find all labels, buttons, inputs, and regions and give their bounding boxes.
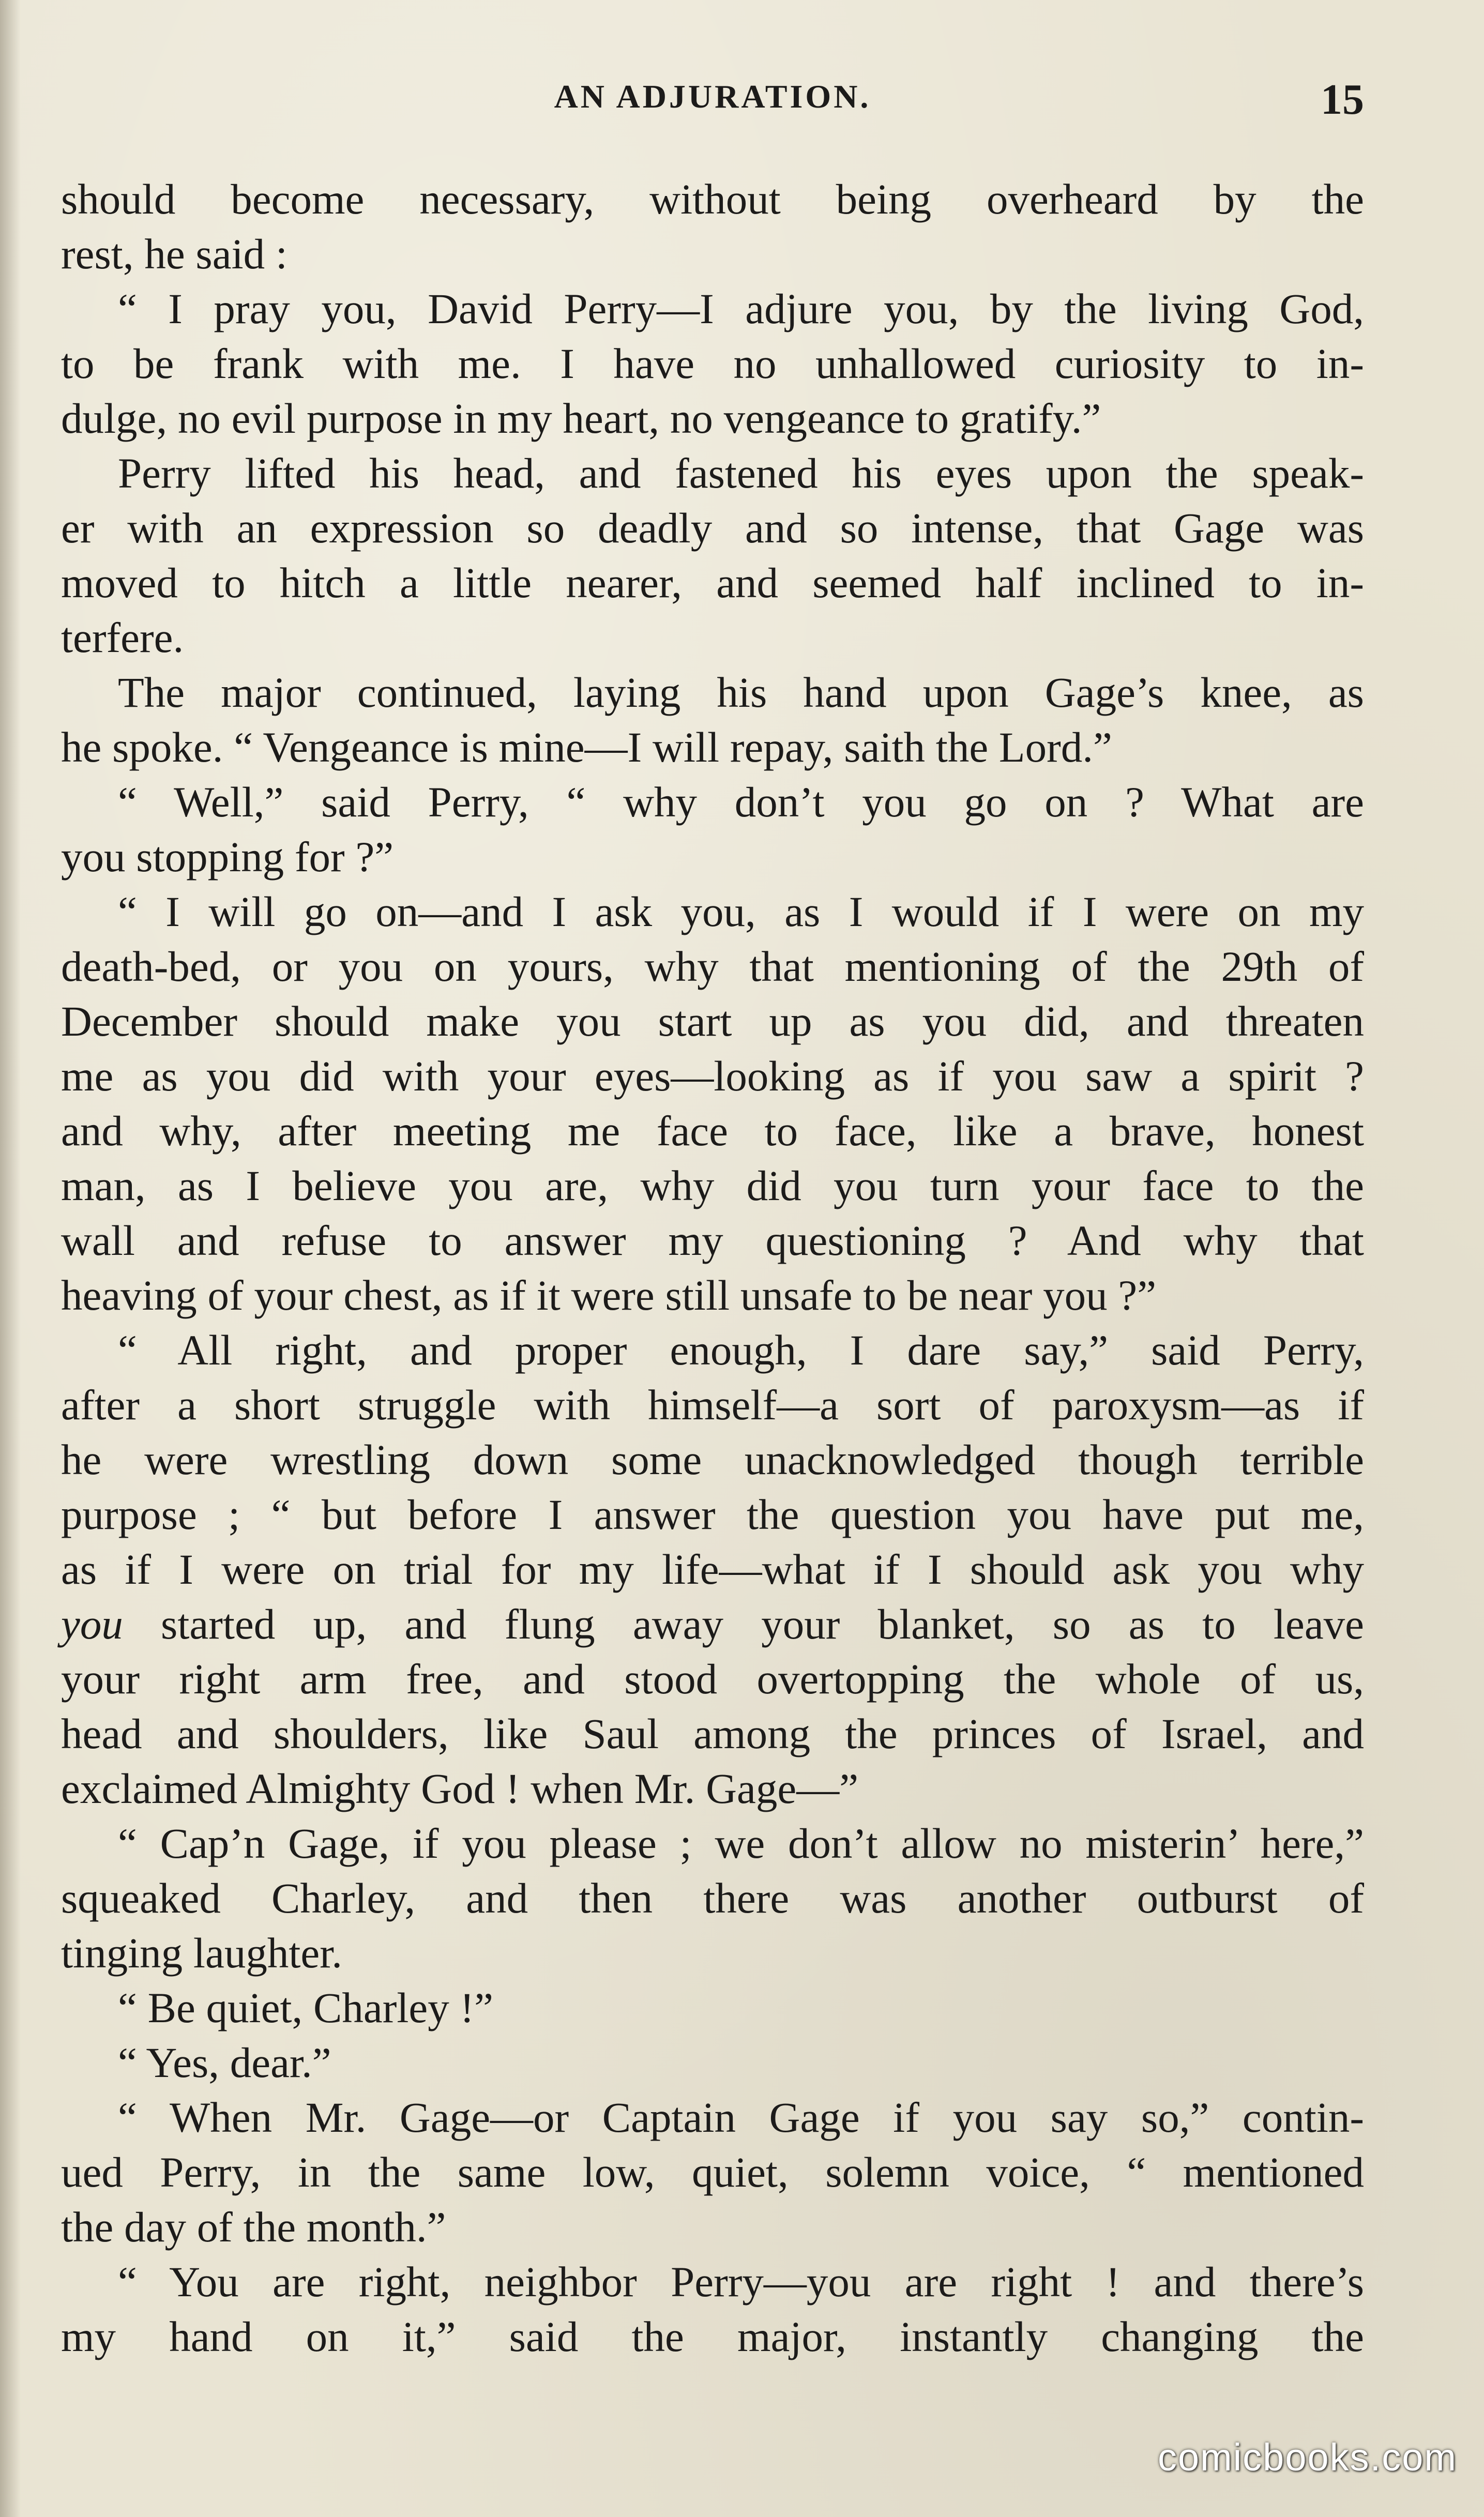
text-line: dulge, no evil purpose in my heart, no vengeance to gratify.” [61, 395, 1101, 442]
text-line: to be frank with me. I have no unhallowed curiosity to in- [61, 340, 1364, 387]
text-line: The major continued, laying his hand upon Gage’s knee, as [118, 669, 1364, 716]
text-line: “ I will go on—and I ask you, as I would if I were on my [118, 888, 1364, 935]
text-line: squeaked Charley, and then there was another outburst of [61, 1874, 1364, 1922]
text-line: tinging laughter. [61, 1929, 343, 1977]
text-line: wall and refuse to answer my questioning ? And why that [61, 1217, 1364, 1264]
text-line: he spoke. “ Vengeance is mine—I will repay, saith the Lord.” [61, 723, 1112, 771]
text-line: my hand on it,” said the major, instantly changing the [61, 2313, 1364, 2360]
text-line: as if I were on trial for my life—what if I should ask you why [61, 1545, 1364, 1593]
page-header [61, 75, 1364, 124]
text-line: after a short struggle with himself—a sort of paroxysm—as if [61, 1381, 1364, 1429]
text-line: and why, after meeting me face to face, like a brave, honest [61, 1107, 1364, 1155]
text-line: “ All right, and proper enough, I dare say,” said Perry, [118, 1326, 1364, 1374]
text-line: er with an expression so deadly and so intense, that Gage was [61, 504, 1364, 552]
watermark: comicbooks.com [1157, 2436, 1457, 2479]
text-line: he were wrestling down some unacknowledged though terrible [61, 1436, 1364, 1483]
text-line: you started up, and flung away your blanket, so as to leave [61, 1600, 1364, 1648]
page-gutter-shadow [0, 0, 21, 2517]
text-line: moved to hitch a little nearer, and seemed half inclined to in- [61, 559, 1364, 606]
text-line: rest, he said : [61, 230, 287, 278]
text-line: ued Perry, in the same low, quiet, solemn voice, “ mentioned [61, 2148, 1364, 2196]
body-text [61, 172, 1364, 2364]
text-line: head and shoulders, like Saul among the princes of Israel, and [61, 1710, 1364, 1757]
page-number: 15 [1321, 75, 1364, 124]
text-line: “ You are right, neighbor Perry—you are right ! and there’s [118, 2258, 1364, 2306]
text-line: the day of the month.” [61, 2203, 446, 2251]
text-line: “ Be quiet, Charley !” [118, 1984, 493, 2031]
text-line: “ Yes, dear.” [118, 2039, 331, 2086]
text-line: me as you did with your eyes—looking as if you saw a spirit ? [61, 1052, 1364, 1100]
text-line: should become necessary, without being overheard by the [61, 175, 1364, 223]
text-line: “ Well,” said Perry, “ why don’t you go on ? What are [118, 778, 1364, 826]
text-line: “ When Mr. Gage—or Captain Gage if you say so,” contin- [118, 2094, 1364, 2141]
text-line: your right arm free, and stood overtopping the whole of us, [61, 1655, 1364, 1703]
text-line: man, as I believe you are, why did you turn your face to the [61, 1162, 1364, 1209]
text-line: December should make you start up as you did, and threaten [61, 997, 1364, 1045]
text-line: Perry lifted his head, and fastened his eyes upon the speak- [118, 449, 1364, 497]
emphasis: you [61, 1600, 123, 1648]
text-line: death-bed, or you on yours, why that mentioning of the 29th of [61, 943, 1364, 990]
running-title: AN ADJURATION. [554, 78, 871, 115]
text-line: “ I pray you, David Perry—I adjure you, by the living God, [118, 285, 1364, 332]
text-line: terfere. [61, 614, 184, 661]
text-line: heaving of your chest, as if it were still unsafe to be near you ?” [61, 1271, 1157, 1319]
text-line: “ Cap’n Gage, if you please ; we don’t allow no misterin’ here,” [118, 1819, 1364, 1867]
text-line: you stopping for ?” [61, 833, 394, 881]
text-line: exclaimed Almighty God ! when Mr. Gage—” [61, 1765, 859, 1812]
text-line: purpose ; “ but before I answer the question you have put me, [61, 1491, 1364, 1538]
